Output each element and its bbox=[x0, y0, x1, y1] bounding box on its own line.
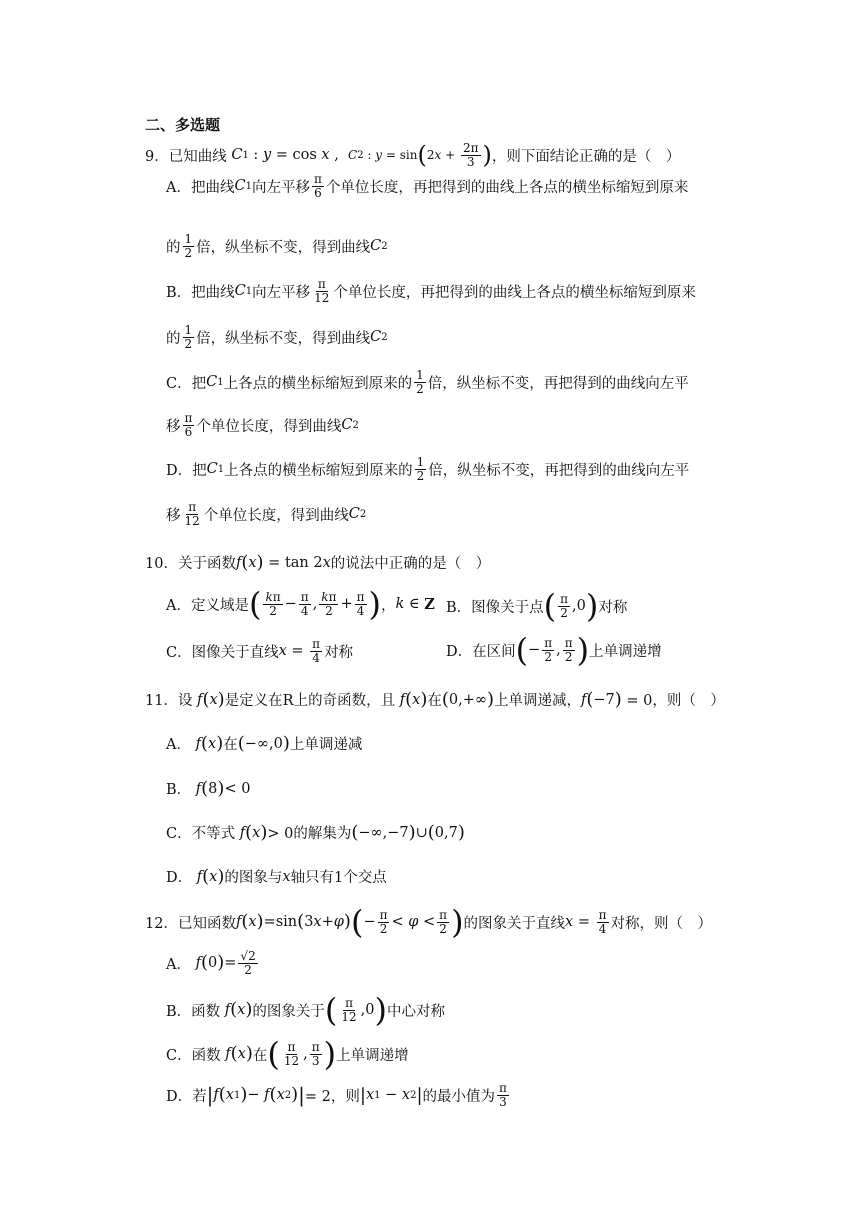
q10-option-d: D．在区间 ( − $\frac{\pi}{2}$ , $\frac{\pi}{2}$ ) 上单调递增 bbox=[446, 631, 662, 669]
q9-option-a-line2: 的 $\frac{1}{2}$ 倍，纵坐标不变，得到曲线 C 2 bbox=[166, 232, 388, 260]
q10-option-b: B．图像关于点 ( $\frac{\pi}{2}$ ,0 ) 对称 bbox=[446, 587, 628, 625]
q9-option-b-line2: 的 $\frac{1}{2}$ 倍，纵坐标不变，得到曲线 C 2 bbox=[166, 323, 388, 351]
question-11-stem: 11．设 f ( x ) 是定义在R上的奇函数，且 f ( x ) 在 ( 0,+∞ ) 上单调递减， f ( −7 ) = 0，则（ ） bbox=[145, 688, 725, 710]
q12-option-c: C．函数 f ( x ) 在 ( $\frac{\pi}{12}$ , $\frac{\pi}{3}$ ) 上单调递增 bbox=[166, 1035, 409, 1073]
q9-option-c-line2: 移 $\frac{\pi}{6}$ 个单位长度，得到曲线 C 2 bbox=[166, 411, 359, 439]
question-9-suffix: ，则下面结论正确的是（ ） bbox=[491, 148, 681, 165]
question-10-stem: 10．关于函数 f ( x ) = tan 2 x 的说法中正确的是（ ） bbox=[145, 551, 491, 573]
q11-option-b: B． f ( 8 ) < 0 bbox=[166, 777, 251, 799]
q11-option-a: A． f ( x ) 在 ( −∞,0 ) 上单调递减 bbox=[166, 732, 363, 754]
q11-option-d: D． f ( x ) 的图象与 x 轴只有1个交点 bbox=[166, 865, 387, 887]
question-12-stem: 12．已知函数 f ( x ) =sin ( 3 x + φ ) ( − $\frac{\pi}{2}$ < φ < $\frac{\pi}{2}$ ) 的图象关于直线 x = $\frac{\pi}{4}$ 对称，则（ ） bbox=[145, 903, 712, 941]
q10-option-a: A．定义域是 ( $\frac{k\pi}{2}$ − $\frac{\pi}{4}$ , $\frac{k\pi}{2}$ + $\frac{\pi}{4}$ ) ， k ∈ Z bbox=[166, 585, 435, 623]
question-9-stem: 9．已知曲线 C 1 : y = cos x , C 2 : y = sin ( 2 x + $\frac{2\pi}{3}$ ) ，则下面结论正确的是（ ） bbox=[145, 141, 681, 170]
q9-option-a-line1: A．把曲线 C 1 向左平移 $\frac{\pi}{6}$ 个单位长度，再把得到的曲线上各点的横坐标缩短到原来 bbox=[166, 172, 689, 200]
q12-option-d: D．若 | f ( x 1 ) − f ( x 2 ) | = 2，则 | x 1 − x 2 | 的最小值为 $\frac{\pi}{3}$ bbox=[166, 1081, 507, 1109]
q9-option-b-line1: B．把曲线 C 1 向左平移 $\frac{\pi}{12}$ 个单位长度，再把得到的曲线上各点的横坐标缩短到原来 bbox=[166, 277, 696, 305]
section-title: 二、多选题 bbox=[145, 116, 221, 134]
q9-option-d-line2: 移 $\frac{\pi}{12}$ 个单位长度，得到曲线 C 2 bbox=[166, 500, 367, 528]
q11-option-c: C．不等式 f ( x ) > 0的解集为 ( −∞,−7 ) ∪ ( 0,7 ) bbox=[166, 821, 465, 843]
q9-option-c-line1: C．把 C 1 上各点的横坐标缩短到原来的 $\frac{1}{2}$ 倍，纵坐标不变，再把得到的曲线向左平 bbox=[166, 368, 689, 396]
q12-option-a: A． f ( 0 ) = $\frac{√2}{2}$ bbox=[166, 949, 256, 977]
question-9-prefix: 9．已知曲线 bbox=[145, 148, 227, 165]
q10-option-c: C．图像关于直线 x = $\frac{\pi}{4}$ 对称 bbox=[166, 637, 354, 665]
q12-option-b: B．函数 f ( x ) 的图象关于 ( $\frac{\pi}{12}$ ,0 ) 中心对称 bbox=[166, 991, 445, 1029]
q9-option-d-line1: D．把 C 1 上各点的横坐标缩短到原来的 $\frac{1}{2}$ 倍，纵坐标不变，再把得到的曲线向左平 bbox=[166, 455, 690, 483]
